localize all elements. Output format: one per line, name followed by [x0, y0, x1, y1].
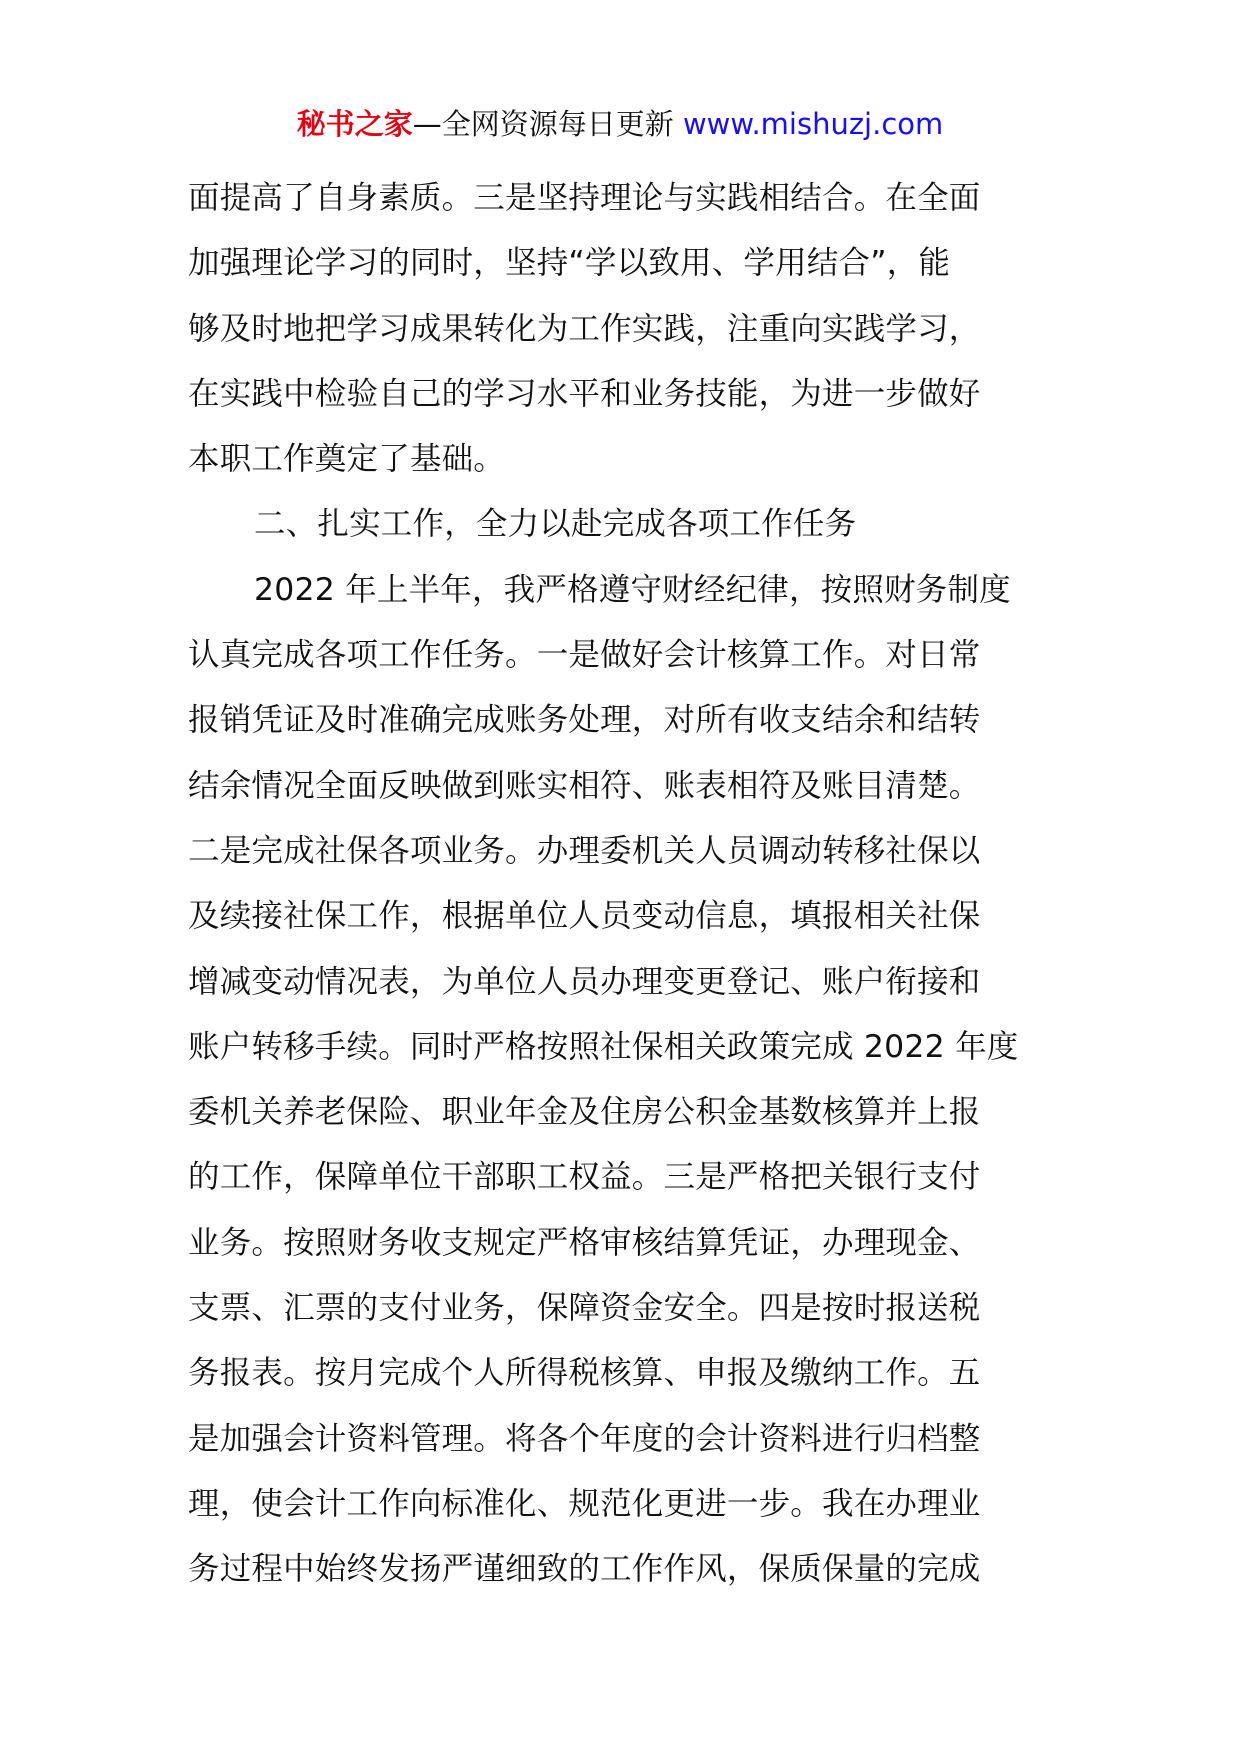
text-line: 在实践中检验自己的学习水平和业务技能，为进一步做好: [188, 375, 981, 412]
site-url-link[interactable]: www.mishuzj.com: [682, 107, 944, 141]
text-line: 增减变动情况表，为单位人员办理变更登记、账户衔接和: [188, 963, 981, 1000]
text-line: 面提高了自身素质。三是坚持理论与实践相结合。在全面: [188, 180, 981, 216]
text-line: 加强理论学习的同时，坚持“学以致用、学用结合”，能: [188, 245, 951, 282]
text-line: 理，使会计工作向标准化、规范化更进一步。我在办理业: [188, 1485, 981, 1522]
text-line: 务报表。按月完成个人所得税核算、申报及缴纳工作。五: [188, 1355, 981, 1392]
text-line: 本职工作奠定了基础。: [188, 441, 506, 478]
text-line: 报销凭证及时准确完成账务处理，对所有收支结余和结转: [188, 702, 981, 739]
text-line: 够及时地把学习成果转化为工作实践，注重向实践学习，: [188, 310, 981, 347]
text-line: 业务。按照财务收支规定严格审核结算凭证，办理现金、: [188, 1224, 981, 1261]
section-heading: 二、扎实工作，全力以赴完成各项工作任务: [254, 506, 857, 543]
text-line: 务过程中始终发扬严谨细致的工作作风，保质保量的完成: [188, 1551, 981, 1588]
text-line: 的工作，保障单位干部职工权益。三是严格把关银行支付: [188, 1159, 981, 1196]
text-line: 结余情况全面反映做到账实相符、账表相符及账目清楚。: [188, 767, 981, 804]
text-line: 是加强会计资料管理。将各个年度的会计资料进行归档整: [188, 1420, 981, 1457]
site-brand: 秘书之家: [296, 107, 413, 141]
text-line: 认真完成各项工作任务。一是做好会计核算工作。对日常: [188, 637, 981, 674]
text-line: 委机关养老保险、职业年金及住房公积金基数核算并上报: [188, 1094, 981, 1131]
paragraph-start: 2022 年上半年，我严格遵守财经纪律，按照财务制度: [254, 571, 1011, 608]
text-line: 二是完成社保各项业务。办理委机关人员调动转移社保以: [188, 832, 981, 869]
page-header: [0, 104, 1240, 144]
document-body: [188, 166, 1068, 1603]
site-slogan: —全网资源每日更新: [412, 107, 683, 141]
text-line: 账户转移手续。同时严格按照社保相关政策完成 2022 年度: [188, 1028, 1019, 1065]
text-line: 支票、汇票的支付业务，保障资金安全。四是按时报送税: [188, 1290, 981, 1327]
text-line: 及续接社保工作，根据单位人员变动信息，填报相关社保: [188, 898, 981, 935]
